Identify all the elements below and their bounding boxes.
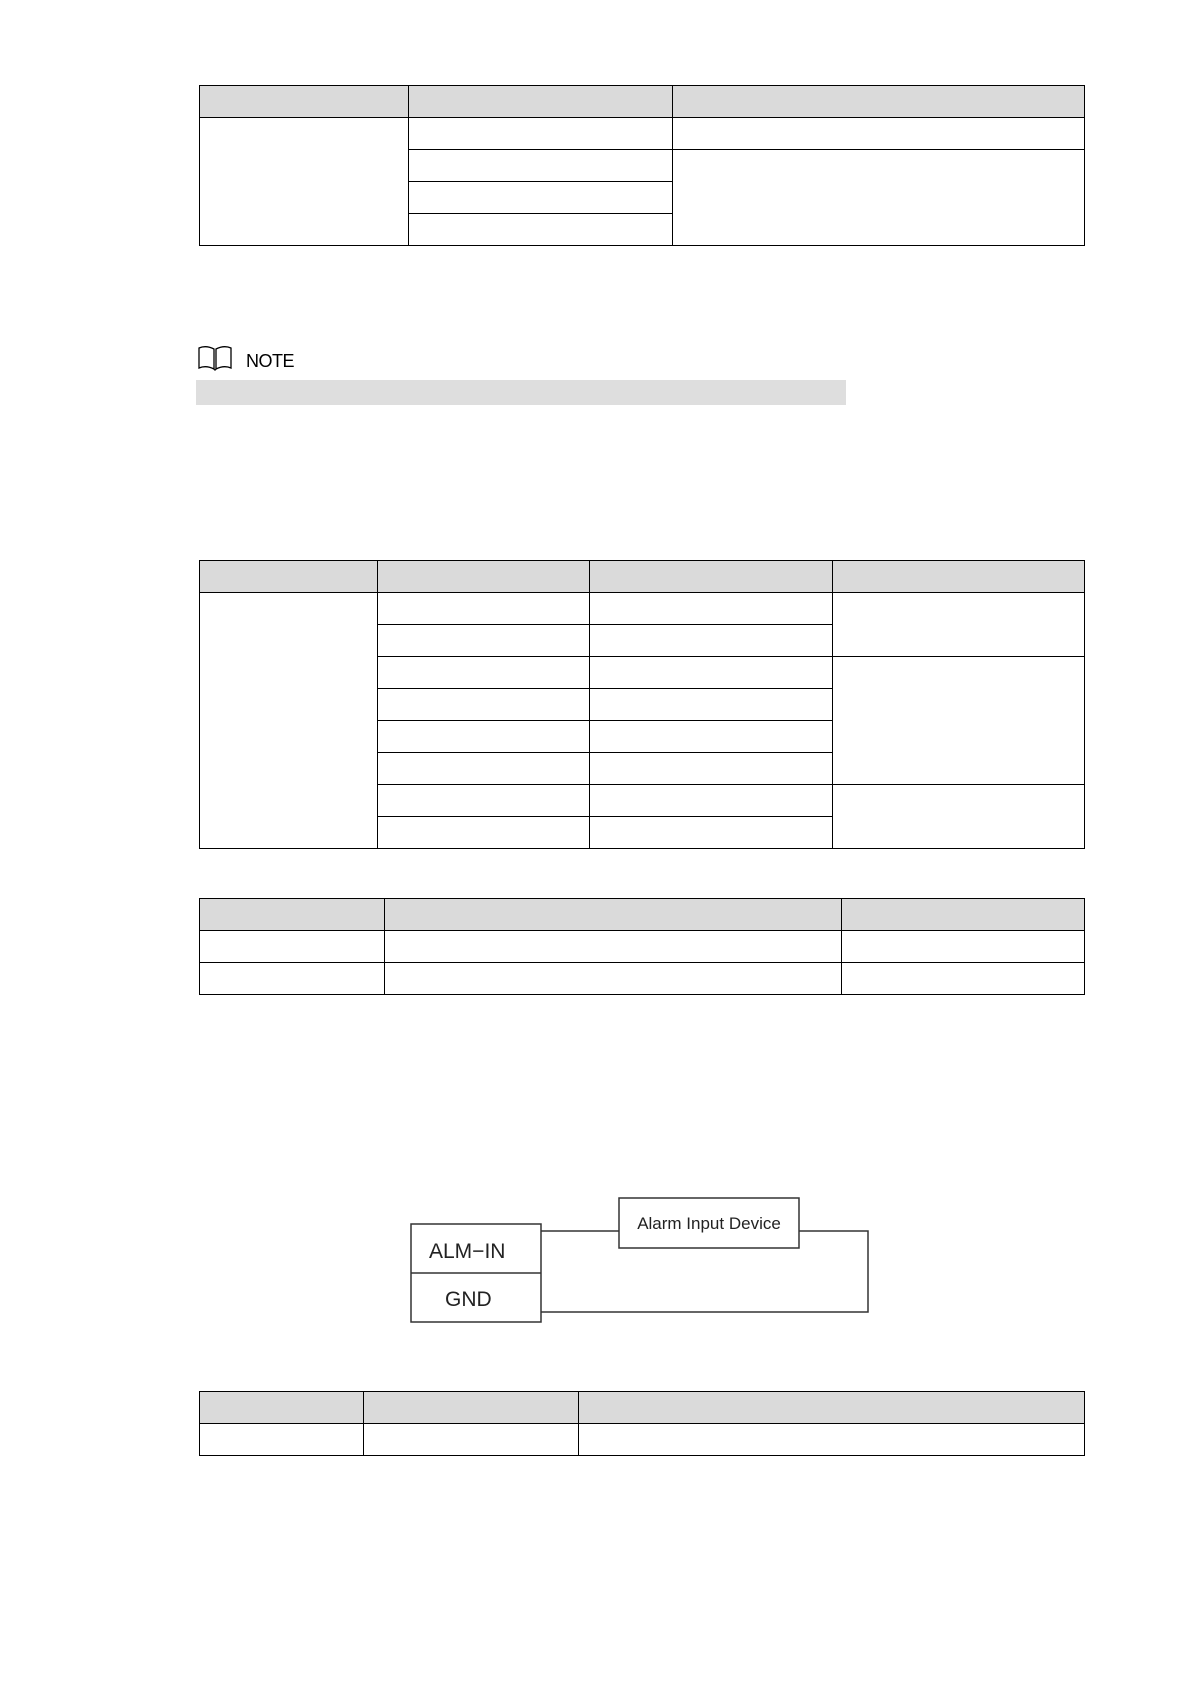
table-3 <box>199 898 1085 995</box>
alm-in-terminal-label: ALM−IN <box>429 1240 506 1263</box>
note-heading <box>197 343 294 373</box>
table-4-header <box>200 1392 1085 1424</box>
table-row <box>200 963 1085 995</box>
book-icon <box>197 344 233 372</box>
table-1-header <box>200 86 1085 118</box>
table-2-header <box>200 561 1085 593</box>
table-row <box>200 593 1085 625</box>
table-row <box>200 931 1085 963</box>
note-label: NOTE <box>246 350 295 371</box>
table-row <box>200 118 1085 150</box>
table-2 <box>199 560 1085 849</box>
alarm-input-device-label: Alarm Input Device <box>637 1214 781 1233</box>
note-text-bar <box>196 380 846 405</box>
alarm-wiring-diagram <box>405 1190 885 1330</box>
table-3-header <box>200 899 1085 931</box>
gnd-terminal-label: GND <box>445 1288 492 1311</box>
table-4 <box>199 1391 1085 1456</box>
table-1 <box>199 85 1085 246</box>
table-row <box>200 1424 1085 1456</box>
